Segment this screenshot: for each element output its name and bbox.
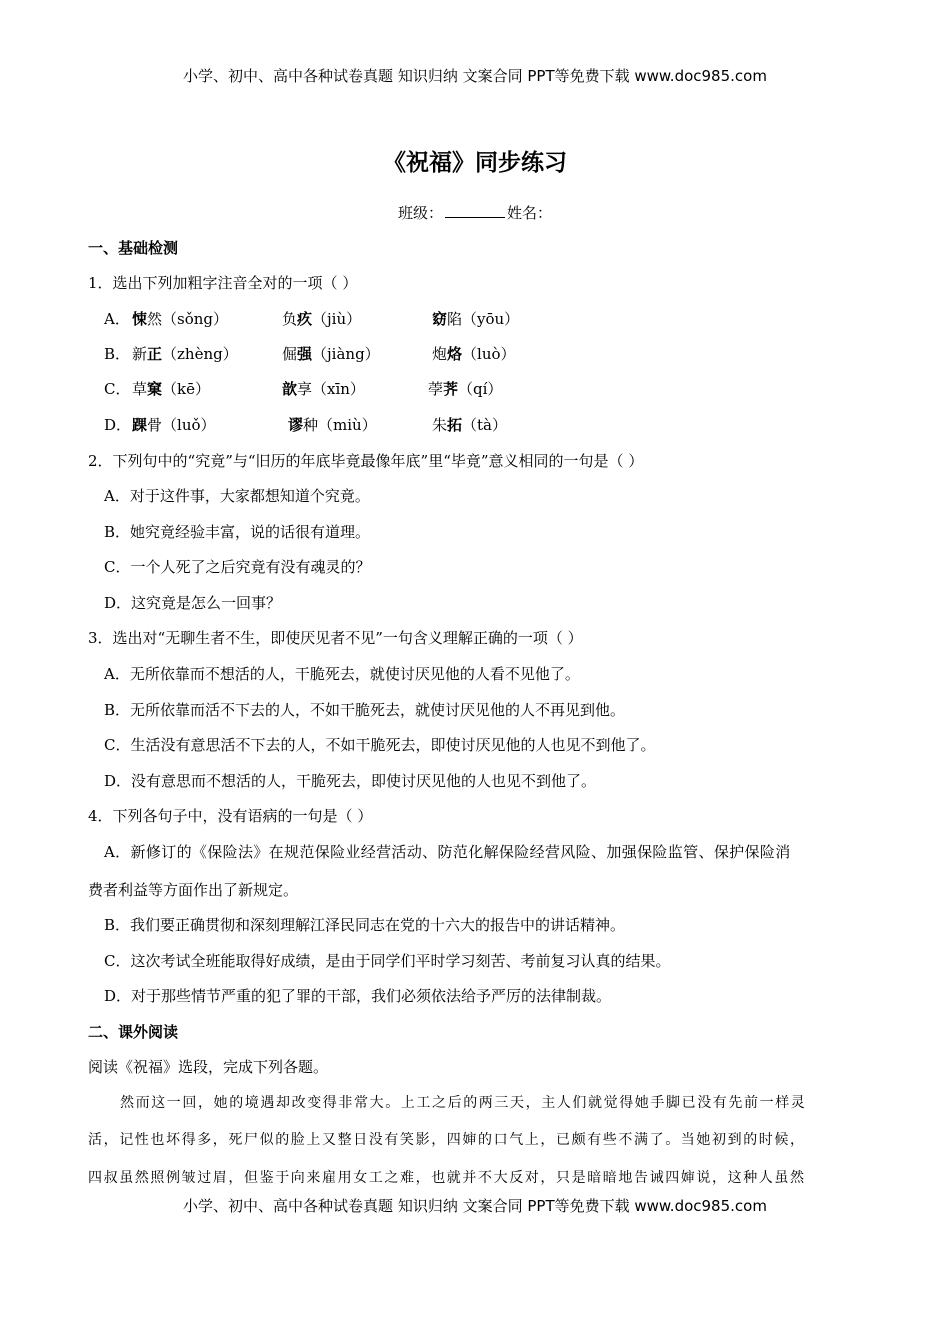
q3-option-c: C．生活没有意思活不下去的人，不如干脆死去，即使讨厌见他的人也见不到他了。: [104, 736, 656, 754]
q1-option-item: 窈陷（yōu）: [432, 310, 520, 328]
class-blank: [445, 203, 505, 218]
q3-stem: 3．选出对“无聊生者不生，即使厌见者不见”一句含义理解正确的一项（ ）: [88, 629, 583, 647]
q1-option-label: A．: [104, 310, 130, 328]
q4-option-a-line1: A．新修订的《保险法》在规范保险业经营活动、防范化解保险经营风险、加强保险监管、保护保险消: [104, 843, 791, 861]
q2-option-c: C．一个人死了之后究竟有没有魂灵的？: [104, 558, 371, 576]
q1-option-item: 倔强（jiàng）: [282, 345, 380, 363]
q1-option-item: 草窠（kē）: [132, 380, 210, 398]
q1-option-label: D．: [104, 416, 132, 434]
q1-option-item: 荸荠（qí）: [428, 380, 503, 398]
q1-option-label: B．: [104, 345, 131, 363]
q2-option-a: A．对于这件事，大家都想知道个究竟。: [104, 487, 370, 505]
q3-option-a: A．无所依靠而不想活的人，干脆死去，就使讨厌见他的人看不见他了。: [104, 665, 580, 683]
q4-option-a-line2: 费者利益等方面作出了新规定。: [88, 881, 299, 899]
q1-option-item: 谬种（miù）: [288, 416, 377, 434]
q1-option-item: 朱拓（tà）: [432, 416, 508, 434]
q1-option-item: 歆享（xīn）: [282, 380, 365, 398]
passage-line: 然而这一回，她的境遇却改变得非常大。上工之后的两三天，主人们就觉得她手脚已没有先前一样灵: [120, 1095, 807, 1111]
q2-stem: 2．下列句中的“究竟”与“旧历的年底毕竟最像年底”里“毕竟”意义相同的一句是（ ）: [88, 452, 644, 470]
q3-option-d: D．没有意思而不想活的人，干脆死去，即使讨厌见他的人也见不到他了。: [104, 772, 597, 790]
q2-option-d: D．这究竟是怎么一回事？: [104, 594, 282, 612]
q4-option-c: C．这次考试全班能取得好成绩，是由于同学们平时学习刻苦、考前复习认真的结果。: [104, 952, 671, 970]
q1-option-item: 负疚（jiù）: [282, 310, 362, 328]
section-2-heading: 二、课外阅读: [88, 1023, 179, 1041]
name-label: 姓名：: [507, 204, 553, 222]
q1-option-item: 新正（zhèng）: [132, 345, 238, 363]
q1-option-item: 炮烙（luò）: [432, 345, 516, 363]
q4-stem: 4．下列各句子中，没有语病的一句是（ ）: [88, 807, 373, 825]
header-banner: 小学、初中、高中各种试卷真题 知识归纳 文案合同 PPT等免费下载 www.doc985.com: [183, 67, 767, 85]
q1-stem: 1．选出下列加粗字注音全对的一项（ ）: [88, 274, 358, 292]
passage-line: 活，记性也坏得多，死尸似的脸上又整日没有笑影，四婶的口气上，已颇有些不满了。当她初到的时候，: [88, 1132, 806, 1148]
class-name-line: [0, 203, 950, 223]
page-title: 《祝福》同步练习: [383, 150, 567, 176]
q4-option-d: D．对于那些情节严重的犯了罪的干部，我们必须依法给予严厉的法律制裁。: [104, 987, 612, 1005]
q1-option-label: C．: [104, 380, 131, 398]
q1-option-item: 踝骨（luǒ）: [132, 416, 216, 434]
q4-option-b: B．我们要正确贯彻和深刻理解江泽民同志在党的十六大的报告中的讲话精神。: [104, 916, 626, 934]
passage-line: 四叔虽然照例皱过眉，但鉴于向来雇用女工之难，也就并不大反对，只是暗暗地告诫四婶说，这种人虽然: [88, 1170, 806, 1186]
section-1-heading: 一、基础检测: [88, 239, 179, 257]
footer-banner: 小学、初中、高中各种试卷真题 知识归纳 文案合同 PPT等免费下载 www.doc985.com: [183, 1197, 767, 1215]
q3-option-b: B．无所依靠而活不下去的人，不如干脆死去，就使讨厌见他的人不再见到他。: [104, 701, 626, 719]
class-label: 班级：: [397, 204, 443, 222]
reading-intro: 阅读《祝福》选段，完成下列各题。: [88, 1058, 329, 1076]
q2-option-b: B．她究竟经验丰富，说的话很有道理。: [104, 523, 371, 541]
q1-option-item: 悚然（sǒng）: [132, 310, 229, 328]
